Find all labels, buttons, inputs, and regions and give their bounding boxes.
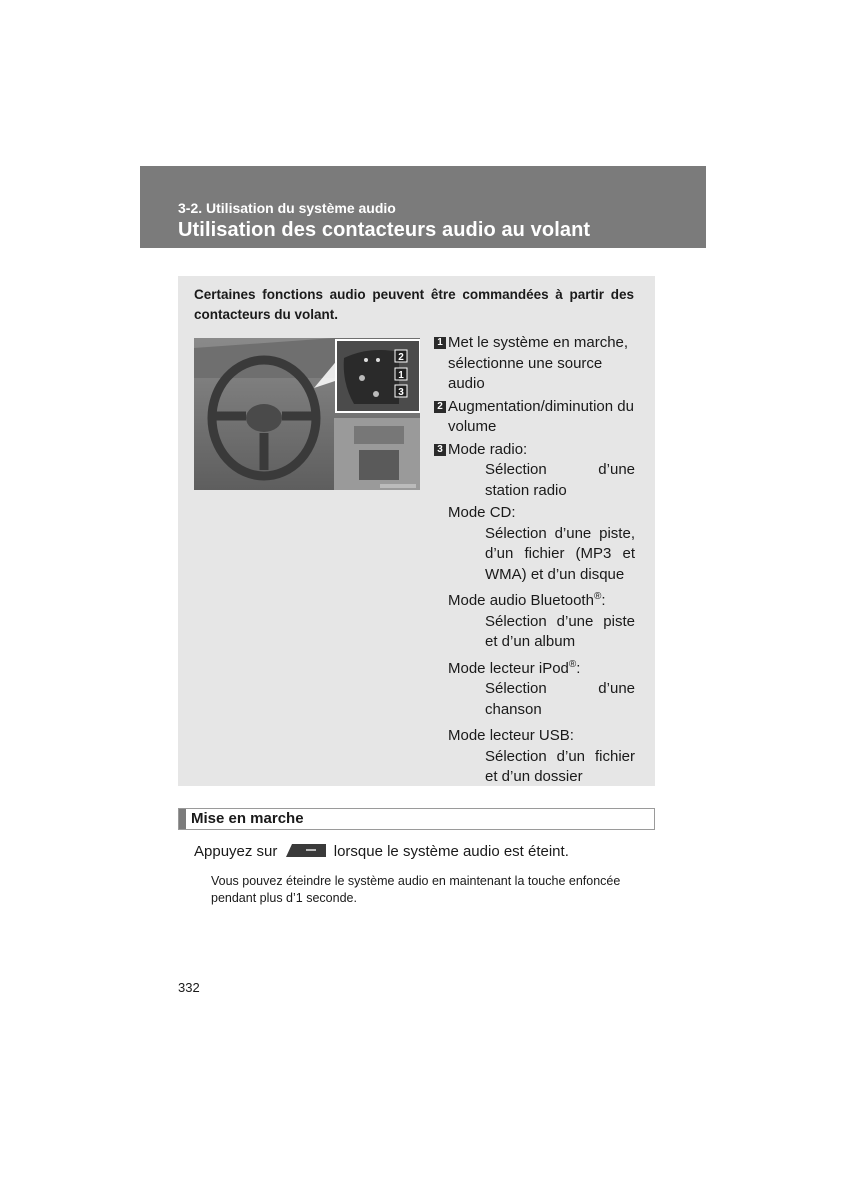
photo-badge-2: 2 bbox=[398, 352, 404, 363]
list-item bbox=[434, 397, 635, 438]
list-item bbox=[434, 440, 635, 502]
number-badge: 2 bbox=[434, 401, 446, 413]
chapter-header bbox=[140, 166, 706, 248]
page-title: Utilisation des contacteurs audio au volant bbox=[178, 219, 591, 241]
mode-colon: : bbox=[576, 659, 581, 677]
mode-ipod bbox=[434, 659, 635, 721]
registered-mark: ® bbox=[568, 658, 577, 670]
instruction-after: lorsque le système audio est éteint. bbox=[333, 843, 569, 860]
mode-label: Mode CD: bbox=[448, 504, 516, 521]
controls-list bbox=[434, 333, 635, 788]
section-heading bbox=[178, 808, 655, 830]
photo-badge-3: 3 bbox=[398, 387, 404, 398]
instruction-before: Appuyez sur bbox=[194, 843, 278, 860]
mode-detail: Sélection d’un fichier et d’un dossier bbox=[485, 747, 635, 785]
number-badge: 3 bbox=[434, 444, 446, 456]
list-item-detail: Sélection d’une station radio bbox=[485, 461, 635, 499]
list-item-text: Met le système en marche, sélectionne une source audio bbox=[448, 334, 629, 392]
mode-label: Mode lecteur USB: bbox=[448, 727, 574, 744]
mode-label: Mode lecteur iPod bbox=[448, 659, 569, 677]
mode-colon: : bbox=[601, 592, 606, 609]
photo-badge-1: 1 bbox=[398, 370, 404, 381]
note-text: Vous pouvez éteindre le système audio en maintenant la touche enfoncée pendant plus d’1 seconde. bbox=[211, 874, 621, 905]
steering-wheel-photo bbox=[194, 338, 420, 490]
section-subtitle: 3-2. Utilisation du système audio bbox=[178, 200, 396, 216]
mode-cd bbox=[434, 503, 635, 585]
section-title: Mise en marche bbox=[191, 810, 304, 827]
instruction-line bbox=[194, 843, 569, 860]
mode-detail: Sélection d’une chanson bbox=[485, 680, 635, 718]
number-badge: 1 bbox=[434, 337, 446, 349]
list-item bbox=[434, 333, 635, 395]
mode-detail: Sélection d’une piste et d’un album bbox=[485, 612, 635, 650]
mode-usb bbox=[434, 726, 635, 788]
registered-mark: ® bbox=[593, 591, 602, 602]
page-number: 332 bbox=[178, 980, 200, 995]
section-marker bbox=[179, 809, 186, 829]
mode-label: Mode audio Bluetooth bbox=[448, 592, 594, 609]
mode-detail: Sélection d’une piste, d’un fichier (MP3 et WMA) et d’un disque bbox=[485, 524, 635, 583]
list-item-text: Augmentation/diminution du volume bbox=[448, 397, 634, 435]
info-panel bbox=[178, 276, 655, 786]
list-item-text: Mode radio: bbox=[448, 440, 528, 458]
intro-text: Certaines fonctions audio peuvent être commandées à partir des contacteurs du volant. bbox=[194, 287, 634, 322]
mode-bluetooth bbox=[434, 591, 635, 653]
mode-button-icon bbox=[286, 844, 326, 857]
